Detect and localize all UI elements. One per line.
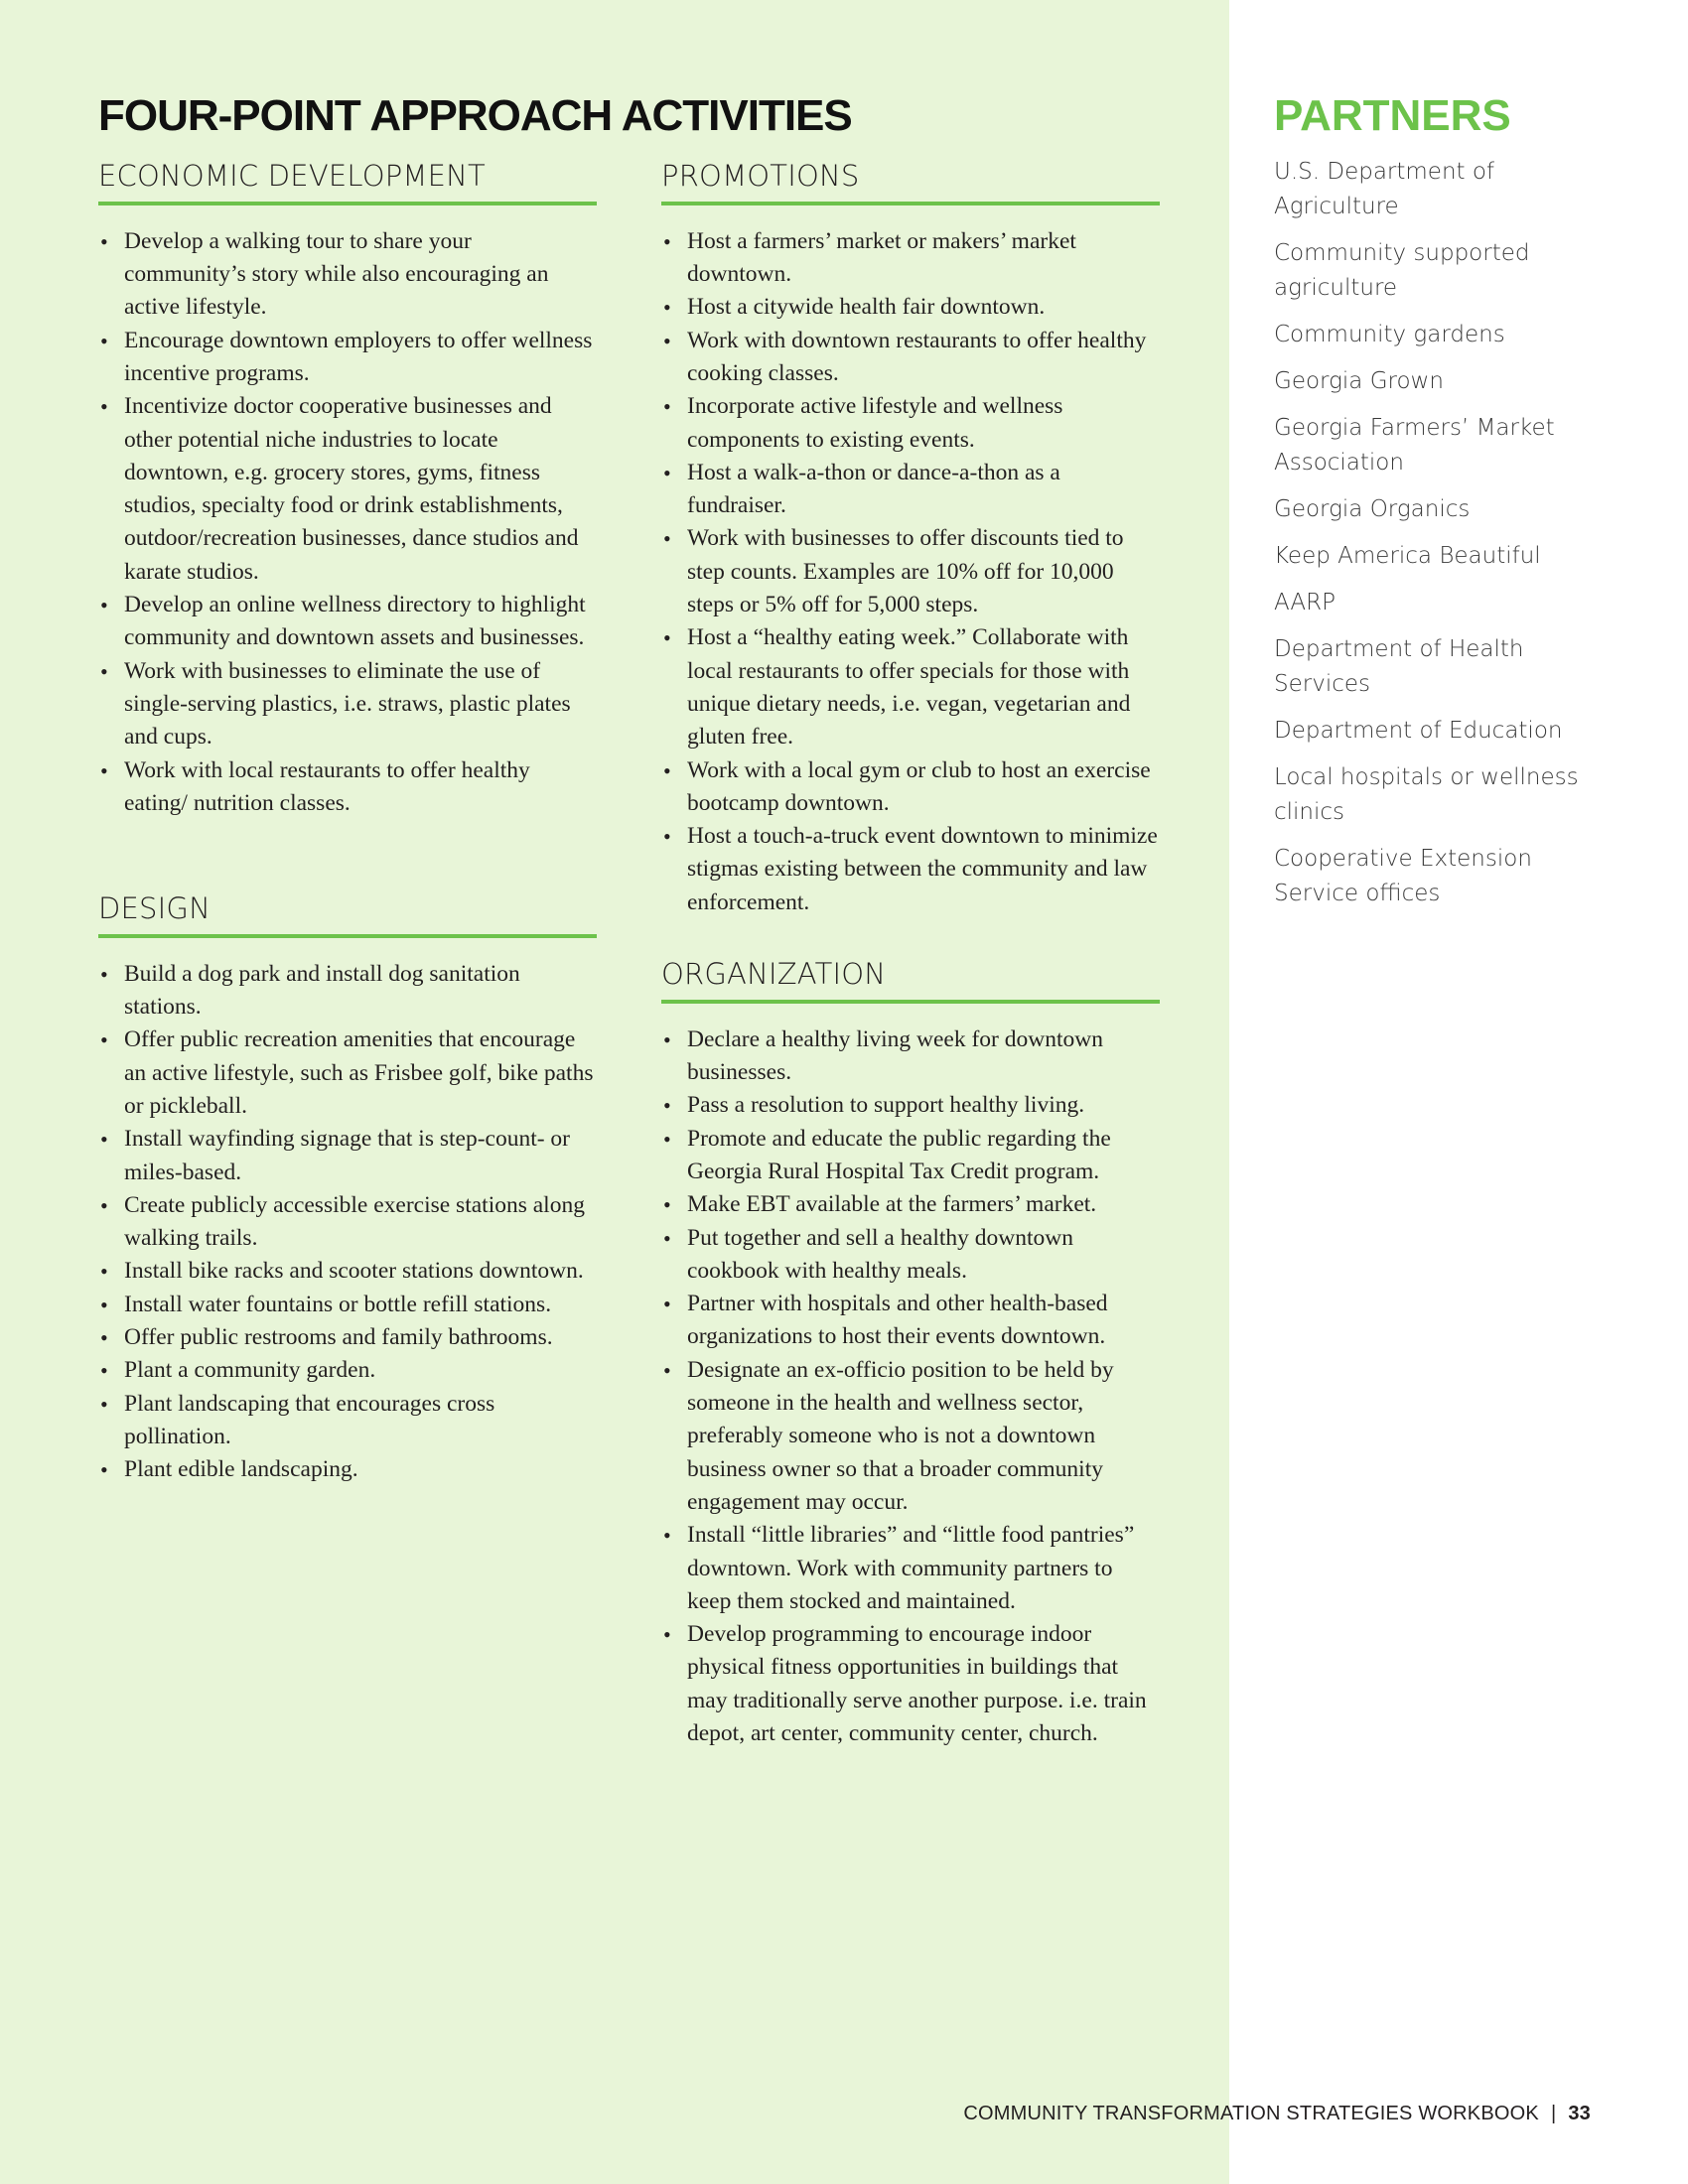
bullet-list: [661, 225, 1160, 919]
promotions-section: [661, 159, 1160, 919]
partner-item: AARP: [1274, 590, 1336, 615]
partner-item: Georgia Farmers’ Market Association: [1274, 415, 1555, 476]
list-item: • Host a citywide health fair downtown.: [661, 291, 1160, 324]
partner-item: Georgia Organics: [1274, 496, 1471, 522]
partner-item: Cooperative Extension Service offices: [1274, 846, 1532, 906]
list-item: • Develop an online wellness directory to highlight community and downtown assets and businesses.: [98, 589, 597, 655]
partner-list: [1274, 155, 1602, 911]
bullet-list: [98, 225, 597, 820]
list-item: • Incorporate active lifestyle and wellness components to existing events.: [661, 390, 1160, 457]
list-item: • Host a farmers’ market or makers’ market downtown.: [661, 225, 1160, 292]
list-item: • Work with a local gym or club to host an exercise bootcamp downtown.: [661, 754, 1160, 821]
list-item: • Install wayfinding signage that is step-count- or miles-based.: [98, 1123, 597, 1189]
list-item: • Install bike racks and scooter stations downtown.: [98, 1255, 597, 1288]
partners-title: PARTNERS: [1274, 91, 1511, 140]
page-title: FOUR-POINT APPROACH ACTIVITIES: [98, 91, 852, 140]
partners-sidebar: [1274, 91, 1602, 923]
list-item: • Build a dog park and install dog sanitation stations.: [98, 958, 597, 1024]
list-item: • Host a walk-a-thon or dance-a-thon as a fundraiser.: [661, 457, 1160, 523]
list-item: • Partner with hospitals and other health-based organizations to host their events downtown.: [661, 1288, 1160, 1354]
list-item: • Pass a resolution to support healthy living.: [661, 1089, 1160, 1122]
list-item: • Develop a walking tour to share your community’s story while also encouraging an active lifestyle.: [98, 225, 597, 325]
section-heading: DESIGN: [98, 891, 597, 938]
list-item: • Work with businesses to eliminate the use of single-serving plastics, i.e. straws, plastic plates and cups.: [98, 655, 597, 754]
list-item: • Plant landscaping that encourages cross pollination.: [98, 1388, 597, 1454]
list-item: • Develop programming to encourage indoor physical fitness opportunities in buildings that may traditionally serve another purpose. i.e. train depot, art center, community center, church.: [661, 1618, 1160, 1750]
economic-development-section: [98, 159, 597, 820]
list-item: • Work with businesses to offer discounts tied to step counts. Examples are 10% off for 10,000 steps or 5% off for 5,000 steps.: [661, 522, 1160, 621]
list-item: • Offer public recreation amenities that encourage an active lifestyle, such as Frisbee golf, bike paths or pickleball.: [98, 1024, 597, 1123]
footer-separator: |: [1550, 2103, 1557, 2124]
list-item: • Declare a healthy living week for downtown businesses.: [661, 1024, 1160, 1090]
list-item: • Make EBT available at the farmers’ market.: [661, 1188, 1160, 1221]
list-item: • Promote and educate the public regarding the Georgia Rural Hospital Tax Credit program.: [661, 1123, 1160, 1189]
section-heading: ECONOMIC DEVELOPMENT: [98, 159, 597, 205]
list-item: • Work with local restaurants to offer healthy eating/ nutrition classes.: [98, 754, 597, 821]
partner-item: Community supported agriculture: [1274, 240, 1530, 301]
footer-title: COMMUNITY TRANSFORMATION STRATEGIES WORKBOOK: [963, 2103, 1539, 2124]
partner-item: Local hospitals or wellness clinics: [1274, 764, 1579, 825]
partner-item: Community gardens: [1274, 322, 1505, 347]
list-item: • Install “little libraries” and “little food pantries” downtown. Work with community partners to keep them stocked and maintained.: [661, 1519, 1160, 1618]
design-section: [98, 891, 597, 1487]
page-footer: [963, 2103, 1591, 2125]
list-item: • Install water fountains or bottle refill stations.: [98, 1289, 597, 1321]
bullet-list: [98, 958, 597, 1487]
section-heading: PROMOTIONS: [661, 159, 1160, 205]
list-item: • Encourage downtown employers to offer wellness incentive programs.: [98, 325, 597, 391]
list-item: • Host a touch-a-truck event downtown to minimize stigmas existing between the community and law enforcement.: [661, 820, 1160, 919]
partner-item: U.S. Department of Agriculture: [1274, 159, 1495, 219]
section-heading: ORGANIZATION: [661, 957, 1160, 1004]
list-item: • Work with downtown restaurants to offer healthy cooking classes.: [661, 325, 1160, 391]
list-item: • Designate an ex-officio position to be held by someone in the health and wellness sector, preferably someone who is not a downtown business owner so that a broader community engagement may occur.: [661, 1354, 1160, 1519]
organization-section: [661, 957, 1160, 1750]
partner-item: Georgia Grown: [1274, 368, 1444, 394]
list-item: • Put together and sell a healthy downtown cookbook with healthy meals.: [661, 1222, 1160, 1289]
bullet-list: [661, 1024, 1160, 1751]
partner-item: Department of Health Services: [1274, 636, 1524, 697]
list-item: • Incentivize doctor cooperative businesses and other potential niche industries to locate downtown, e.g. grocery stores, gyms, fitness studios, specialty food or drink establishments, outdoor/recreation businesses, dance studios and karate studios.: [98, 390, 597, 589]
partner-item: Department of Education: [1274, 718, 1563, 744]
list-item: • Offer public restrooms and family bathrooms.: [98, 1321, 597, 1354]
list-item: • Create publicly accessible exercise stations along walking trails.: [98, 1189, 597, 1256]
page-number: 33: [1568, 2103, 1591, 2124]
list-item: • Plant a community garden.: [98, 1354, 597, 1387]
list-item: • Host a “healthy eating week.” Collaborate with local restaurants to offer specials for those with unique dietary needs, i.e. vegan, vegetarian and gluten free.: [661, 621, 1160, 753]
partner-item: Keep America Beautiful: [1274, 543, 1541, 569]
list-item: • Plant edible landscaping.: [98, 1453, 597, 1486]
